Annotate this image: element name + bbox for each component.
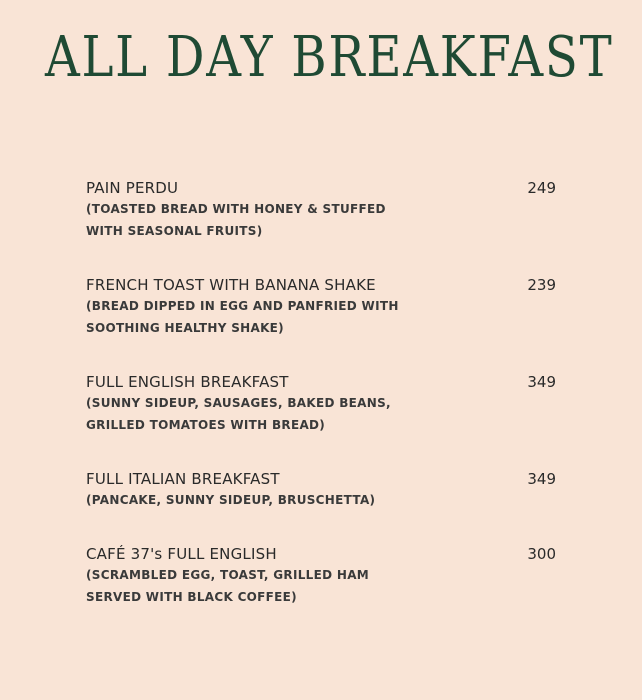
menu-item-description: (SUNNY SIDEUP, SAUSAGES, BAKED BEANS, GRILLED TOMATOES WITH BREAD) [86,396,391,432]
menu-item-description: (SCRAMBLED EGG, TOAST, GRILLED HAM SERVED WITH BLACK COFFEE) [86,568,370,604]
menu-item-name: CAFÉ 37's FULL ENGLISH [86,545,277,563]
menu-item-description: (TOASTED BREAD WITH HONEY & STUFFED WITH SEASONAL FRUITS) [86,202,386,238]
menu-item [86,469,556,544]
menu-item [86,178,556,275]
menu-item-price: 239 [527,276,556,294]
menu-item-name: FULL ITALIAN BREAKFAST [86,470,280,488]
menu-item [86,372,556,469]
menu-item [86,275,556,372]
page-title: ALL DAY BREAKFAST [44,25,614,90]
menu-item-description: (PANCAKE, SUNNY SIDEUP, BRUSCHETTA) [86,493,376,507]
menu-item [86,544,556,624]
menu-item-price: 349 [527,470,556,488]
menu-item-name: FULL ENGLISH BREAKFAST [86,373,289,391]
menu-item-price: 249 [527,179,556,197]
menu-item-name: FRENCH TOAST WITH BANANA SHAKE [86,276,376,294]
menu-item-description: (BREAD DIPPED IN EGG AND PANFRIED WITH SOOTHING HEALTHY SHAKE) [86,299,399,335]
menu-item-name: PAIN PERDU [86,179,179,197]
menu-list [86,178,556,624]
menu-item-price: 349 [527,373,556,391]
menu-item-price: 300 [527,545,556,563]
